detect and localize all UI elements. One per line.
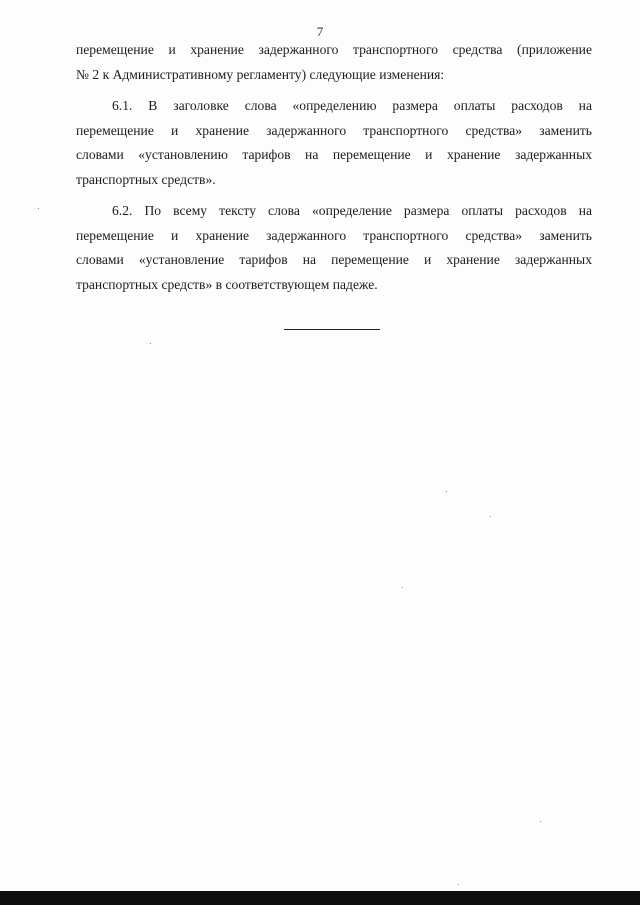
end-of-text-divider: [284, 329, 380, 330]
text-line: перемещение и хранение задержанного транспортного средства» заменить: [76, 227, 592, 243]
clause-6-2: [76, 199, 592, 297]
scan-speck: [540, 821, 541, 822]
text-line: транспортных средств».: [76, 171, 216, 187]
scan-speck: [490, 516, 491, 517]
text-line: 6.1. В заголовке слова «определению размера оплаты расходов на: [112, 98, 592, 113]
text-line: № 2 к Административному регламенту) следующие изменения:: [76, 66, 445, 82]
scan-bottom-edge: [0, 891, 640, 905]
document-body: [76, 38, 592, 304]
text-line: словами «установление тарифов на перемещение и хранение задержанных: [76, 252, 592, 267]
page-number: 7: [316, 24, 324, 39]
clause-6-1: [76, 94, 592, 192]
text-line: 6.2. По всему тексту слова «определение размера оплаты расходов на: [112, 203, 592, 218]
scan-speck: [150, 343, 151, 344]
intro-paragraph: [76, 38, 592, 87]
scan-speck: [458, 884, 459, 885]
scan-speck: [446, 491, 447, 492]
text-line: перемещение и хранение задержанного транспортного средства (приложение: [76, 42, 592, 57]
scan-speck: [402, 587, 403, 588]
text-line: транспортных средств» в соответствующем падеже.: [76, 276, 378, 292]
text-line: словами «установлению тарифов на перемещение и хранение задержанных: [76, 147, 592, 162]
text-line: перемещение и хранение задержанного транспортного средства» заменить: [76, 122, 592, 138]
scan-speck: [38, 208, 39, 209]
